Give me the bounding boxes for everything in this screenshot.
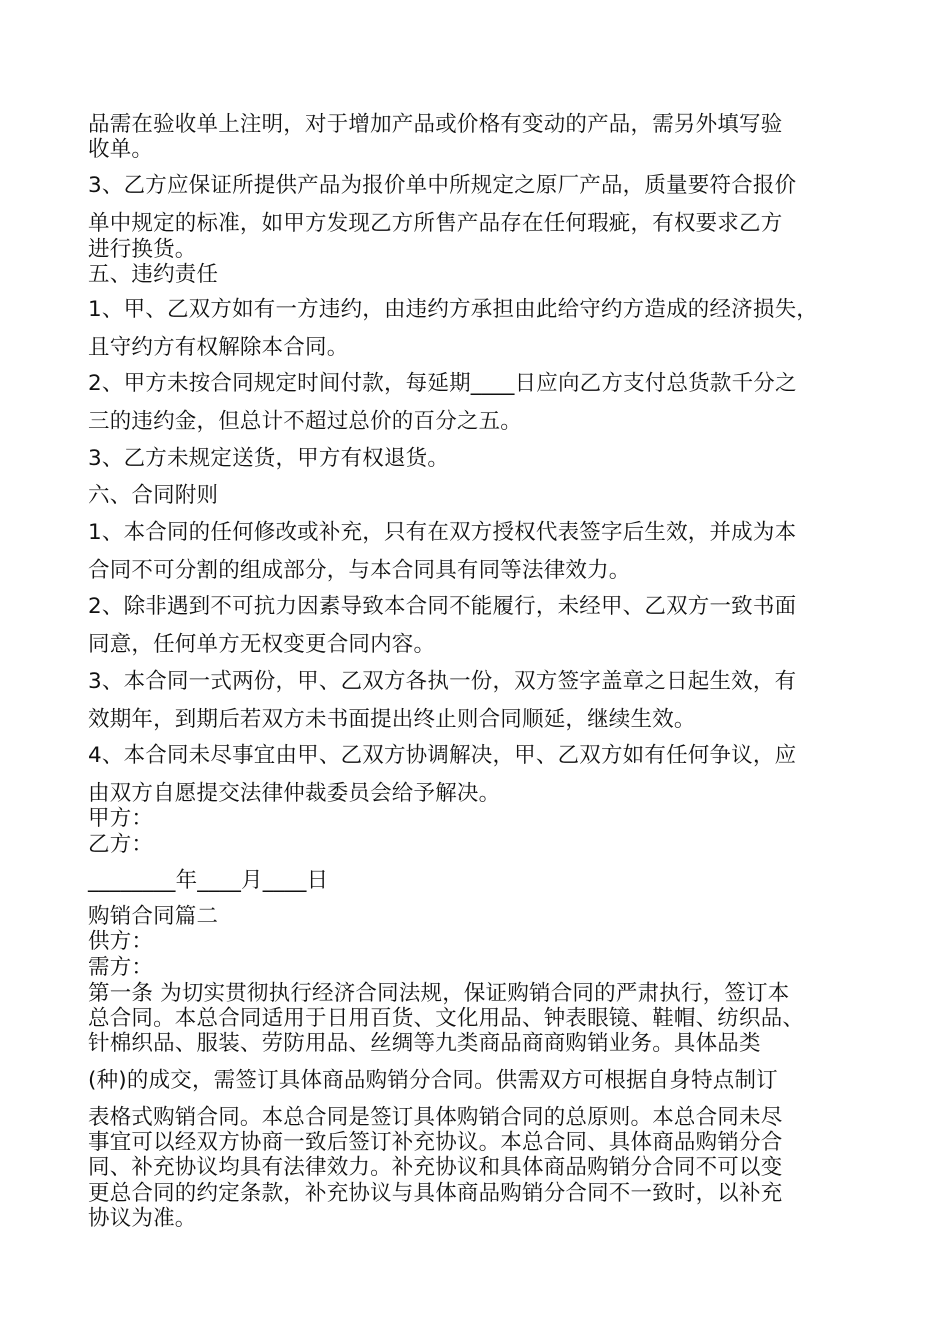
text-line: 针棉织品、服装、劳防用品、丝绸等九类商品商商购销业务。具体品类 bbox=[88, 1031, 761, 1056]
text-line: 事宜可以经双方协商一致后签订补充协议。本总合同、具体商品购销分合 bbox=[88, 1130, 783, 1155]
text-line: 总合同。本总合同适用于日用百货、文化用品、钟表眼镜、鞋帽、纺织品、 bbox=[88, 1006, 805, 1031]
text-line: 1、本合同的任何修改或补充，只有在双方授权代表签字后生效，并成为本 bbox=[88, 520, 797, 545]
text-line: 表格式购销合同。本总合同是签订具体购销合同的总原则。本总合同未尽 bbox=[88, 1105, 783, 1130]
section-title: 购销合同篇二 bbox=[88, 904, 219, 929]
text-line: 同、补充协议均具有法律效力。补充协议和具体商品购销分合同不可以变 bbox=[88, 1155, 783, 1180]
text-line: 收单。 bbox=[88, 137, 154, 162]
text-line: 第一条 为切实贯彻执行经济合同法规，保证购销合同的严肃执行，签订本 bbox=[88, 981, 790, 1006]
text-line: 3、乙方应保证所提供产品为报价单中所规定之原厂产品，质量要符合报价 bbox=[88, 173, 797, 198]
text-line: 2、除非遇到不可抗力因素导致本合同不能履行，未经甲、乙双方一致书面 bbox=[88, 594, 797, 619]
date-line: ________年____月____日 bbox=[88, 868, 329, 893]
text-line: 且守约方有权解除本合同。 bbox=[88, 335, 349, 360]
supplier-label: 供方： bbox=[88, 929, 154, 954]
section-heading: 五、违约责任 bbox=[88, 262, 219, 287]
text-line: 同意，任何单方无权变更合同内容。 bbox=[88, 632, 436, 657]
text-line: 4、本合同未尽事宜由甲、乙双方协调解决，甲、乙双方如有任何争议，应 bbox=[88, 743, 797, 768]
text-line: 进行换货。 bbox=[88, 237, 197, 262]
text-line: 单中规定的标准，如甲方发现乙方所售产品存在任何瑕疵，有权要求乙方 bbox=[88, 211, 783, 236]
text-line: 协议为准。 bbox=[88, 1206, 197, 1231]
text-line: 效期年，到期后若双方未书面提出终止则合同顺延，继续生效。 bbox=[88, 707, 696, 732]
section-heading: 六、合同附则 bbox=[88, 483, 219, 508]
text-line: (种)的成交，需签订具体商品购销分合同。供需双方可根据自身特点制订 bbox=[88, 1068, 778, 1093]
text-line: 3、本合同一式两份，甲、乙双方各执一份，双方签字盖章之日起生效，有 bbox=[88, 669, 797, 694]
text-line: 2、甲方未按合同规定时间付款，每延期____日应向乙方支付总货款千分之 bbox=[88, 371, 797, 396]
text-line: 由双方自愿提交法律仲裁委员会给予解决。 bbox=[88, 781, 501, 806]
party-b-label: 乙方： bbox=[88, 832, 154, 857]
buyer-label: 需方： bbox=[88, 955, 154, 980]
text-line: 1、甲、乙双方如有一方违约，由违约方承担由此给守约方造成的经济损失， bbox=[88, 297, 818, 322]
text-line: 3、乙方未规定送货，甲方有权退货。 bbox=[88, 446, 450, 471]
party-a-label: 甲方： bbox=[88, 806, 154, 831]
text-line: 品需在验收单上注明，对于增加产品或价格有变动的产品，需另外填写验 bbox=[88, 112, 783, 137]
text-line: 三的违约金，但总计不超过总价的百分之五。 bbox=[88, 409, 523, 434]
text-line: 合同不可分割的组成部分，与本合同具有同等法律效力。 bbox=[88, 558, 631, 583]
text-line: 更总合同的约定条款，补充协议与具体商品购销分合同不一致时，以补充 bbox=[88, 1181, 783, 1206]
